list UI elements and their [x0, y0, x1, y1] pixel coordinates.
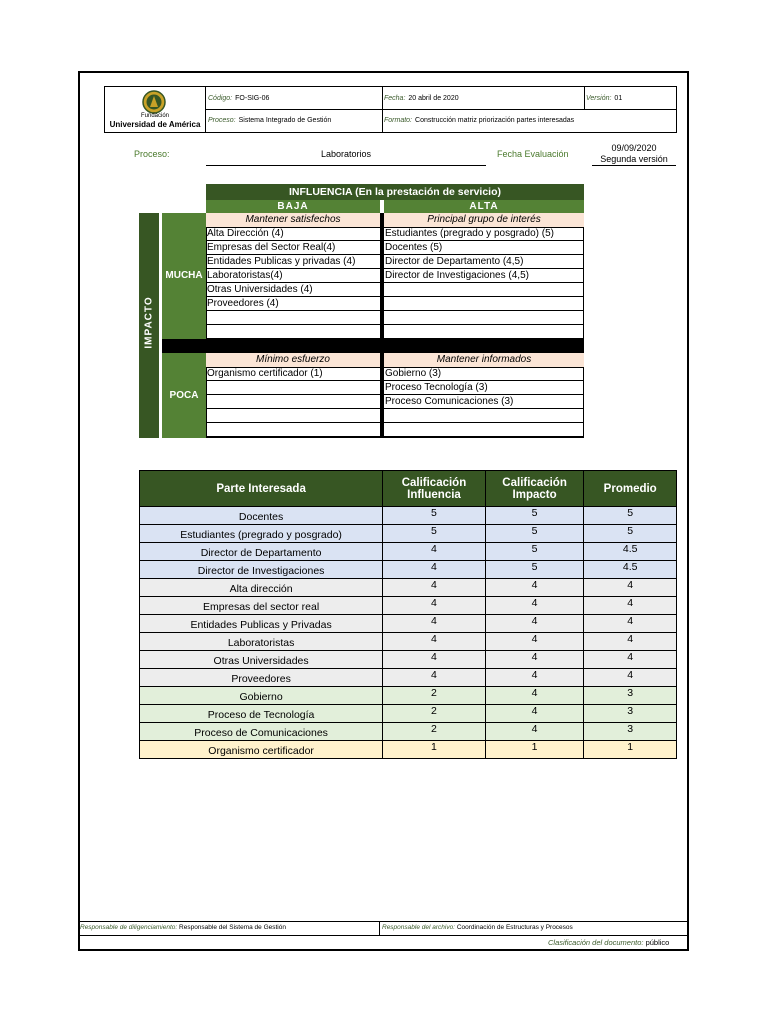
quadrant-title: Mínimo esfuerzo — [206, 353, 380, 368]
cell-prom: 5 — [584, 525, 677, 543]
fecha-cell — [382, 87, 584, 109]
cell-inf: 5 — [383, 507, 486, 525]
footer-divider — [379, 921, 380, 935]
cell-parte-interesada: Docentes — [140, 507, 383, 525]
cell-prom: 4 — [584, 651, 677, 669]
quadrant-item — [384, 283, 584, 297]
fecha-value: 20 abril de 2020 — [408, 94, 459, 102]
cell-inf: 4 — [383, 633, 486, 651]
cell-imp: 4 — [485, 705, 584, 723]
cell-inf: 4 — [383, 669, 486, 687]
influence-title: INFLUENCIA (En la prestación de servicio) — [206, 184, 584, 200]
table-row — [140, 687, 677, 705]
baja-header: BAJA — [206, 200, 380, 213]
footer-clasificacion — [548, 938, 669, 947]
quadrant-item: Organismo certificador (1) — [206, 367, 380, 381]
poca-label: POCA — [162, 353, 206, 438]
table-row — [140, 741, 677, 759]
cell-prom: 3 — [584, 687, 677, 705]
cell-prom: 3 — [584, 705, 677, 723]
cell-imp: 4 — [485, 579, 584, 597]
cell-parte-interesada: Entidades Publicas y Privadas — [140, 615, 383, 633]
footer-resp-archivo — [382, 924, 573, 931]
version-cell — [584, 87, 676, 109]
cell-inf: 4 — [383, 597, 486, 615]
cell-prom: 4 — [584, 597, 677, 615]
proceso-label: Proceso: — [208, 117, 236, 124]
cell-imp: 1 — [485, 741, 584, 759]
cell-parte-interesada: Director de Departamento — [140, 543, 383, 561]
university-emblem-icon — [142, 90, 166, 114]
cell-prom: 4 — [584, 669, 677, 687]
cell-parte-interesada: Proveedores — [140, 669, 383, 687]
cell-inf: 4 — [383, 543, 486, 561]
table-row — [140, 651, 677, 669]
quadrant-item: Laboratoristas(4) — [206, 269, 380, 283]
table-row — [140, 561, 677, 579]
footer-value: público — [645, 938, 670, 947]
cell-parte-interesada: Laboratoristas — [140, 633, 383, 651]
quadrant-item — [206, 311, 380, 325]
cell-prom: 3 — [584, 723, 677, 741]
proceso-underline — [206, 165, 486, 166]
cell-parte-interesada: Otras Universidades — [140, 651, 383, 669]
alta-header: ALTA — [384, 200, 584, 213]
logo-line2: Universidad de América — [109, 120, 201, 129]
footer-value: Coordinación de Estructuras y Procesos — [456, 924, 573, 931]
quadrant-item — [384, 325, 584, 339]
column-header: Calificación Influencia — [383, 471, 486, 507]
cell-parte-interesada: Proceso de Tecnología — [140, 705, 383, 723]
formato-value: Construcción matriz priorización partes interesadas — [415, 117, 575, 124]
cell-imp: 4 — [485, 633, 584, 651]
formato-label: Formato: — [384, 117, 413, 124]
cell-parte-interesada: Estudiantes (pregrado y posgrado) — [140, 525, 383, 543]
cell-prom: 4.5 — [584, 561, 677, 579]
footer-divider — [79, 935, 688, 936]
cell-inf: 2 — [383, 705, 486, 723]
quadrant-title: Mantener informados — [384, 353, 584, 368]
cell-inf: 4 — [383, 651, 486, 669]
cell-parte-interesada: Alta dirección — [140, 579, 383, 597]
document-header — [104, 86, 677, 133]
quadrant-item: Proceso Tecnología (3) — [384, 381, 584, 395]
proceso-row-value: Laboratorios — [320, 149, 372, 159]
cell-inf: 4 — [383, 579, 486, 597]
table-row — [140, 633, 677, 651]
cell-inf: 1 — [383, 741, 486, 759]
quadrant-item: Gobierno (3) — [384, 367, 584, 381]
table-row — [140, 705, 677, 723]
university-logo — [105, 87, 206, 132]
quadrant-item: Docentes (5) — [384, 241, 584, 255]
quadrant-item — [384, 409, 584, 423]
quadrant-item — [384, 297, 584, 311]
version-label: Versión: — [586, 94, 612, 102]
version-value: 01 — [614, 94, 623, 102]
quadrant-item: Estudiantes (pregrado y posgrado) (5) — [384, 227, 584, 241]
cell-inf: 4 — [383, 615, 486, 633]
footer-label: Responsable de diligenciamiento: — [80, 924, 178, 931]
quadrant-item — [384, 311, 584, 325]
table-row — [140, 507, 677, 525]
fecha-evaluacion-label: Fecha Evaluación — [497, 149, 569, 159]
fecha-label: Fecha: — [384, 94, 406, 102]
quadrant-title: Mantener satisfechos — [206, 213, 380, 228]
quadrant-item — [206, 381, 380, 395]
proceso-value: Sistema Integrado de Gestión — [238, 117, 332, 124]
cell-parte-interesada: Organismo certificador — [140, 741, 383, 759]
cell-parte-interesada: Proceso de Comunicaciones — [140, 723, 383, 741]
quadrant-item — [384, 423, 584, 437]
quadrant-item: Empresas del Sector Real(4) — [206, 241, 380, 255]
cell-inf: 4 — [383, 561, 486, 579]
logo-line1: Fundación — [140, 113, 170, 119]
codigo-label: Código: — [208, 94, 233, 102]
fecha-evaluacion-note: Segunda versión — [600, 154, 668, 164]
quadrant-item: Proceso Comunicaciones (3) — [384, 395, 584, 409]
table-row — [140, 597, 677, 615]
quadrant-title: Principal grupo de interés — [384, 213, 584, 228]
cell-imp: 4 — [485, 651, 584, 669]
cell-imp: 4 — [485, 687, 584, 705]
impact-label: IMPACTO — [143, 296, 155, 349]
footer-resp-diligenciamiento — [80, 924, 286, 931]
quadrant-item — [206, 395, 380, 409]
quadrant-item — [206, 423, 380, 437]
fecha-underline — [592, 165, 676, 166]
table-row — [140, 525, 677, 543]
proceso-cell — [206, 109, 382, 132]
column-header: Promedio — [584, 471, 677, 507]
codigo-cell — [206, 87, 382, 109]
quadrant-item: Alta Dirección (4) — [206, 227, 380, 241]
table-row — [140, 543, 677, 561]
impact-bar — [139, 213, 161, 438]
proceso-row-label: Proceso: — [134, 149, 170, 159]
cell-prom: 4.5 — [584, 543, 677, 561]
mucha-label: MUCHA — [162, 213, 206, 339]
cell-inf: 2 — [383, 687, 486, 705]
cell-inf: 2 — [383, 723, 486, 741]
cell-imp: 4 — [485, 615, 584, 633]
fecha-evaluacion-value: 09/09/2020 — [611, 143, 657, 153]
codigo-value: FO-SIG-06 — [235, 94, 270, 102]
cell-inf: 5 — [383, 525, 486, 543]
cell-prom: 4 — [584, 633, 677, 651]
cell-parte-interesada: Empresas del sector real — [140, 597, 383, 615]
footer-label: Responsable del archivo: — [382, 924, 455, 931]
cell-imp: 4 — [485, 669, 584, 687]
footer-divider — [79, 921, 688, 922]
cell-imp: 5 — [485, 561, 584, 579]
cell-prom: 1 — [584, 741, 677, 759]
footer-label: Clasificación del documento: — [548, 938, 644, 947]
cell-imp: 5 — [485, 507, 584, 525]
cell-prom: 4 — [584, 615, 677, 633]
priority-table — [139, 470, 677, 759]
table-row — [140, 669, 677, 687]
table-row — [140, 615, 677, 633]
cell-parte-interesada: Gobierno — [140, 687, 383, 705]
cell-imp: 5 — [485, 525, 584, 543]
formato-cell — [382, 109, 676, 132]
column-header: Parte Interesada — [140, 471, 383, 507]
table-row — [140, 579, 677, 597]
cell-prom: 5 — [584, 507, 677, 525]
cell-prom: 4 — [584, 579, 677, 597]
quadrant-item: Director de Departamento (4,5) — [384, 255, 584, 269]
quadrant-item: Director de Investigaciones (4,5) — [384, 269, 584, 283]
cell-imp: 4 — [485, 597, 584, 615]
cell-parte-interesada: Director de Investigaciones — [140, 561, 383, 579]
quadrant-item — [206, 409, 380, 423]
column-header: Calificación Impacto — [485, 471, 584, 507]
quadrant-item: Proveedores (4) — [206, 297, 380, 311]
table-row — [140, 723, 677, 741]
quadrant-item: Otras Universidades (4) — [206, 283, 380, 297]
cell-imp: 5 — [485, 543, 584, 561]
footer-value: Responsable del Sistema de Gestión — [179, 924, 286, 931]
cell-imp: 4 — [485, 723, 584, 741]
quadrant-item — [206, 325, 380, 339]
quadrant-item: Entidades Publicas y privadas (4) — [206, 255, 380, 269]
